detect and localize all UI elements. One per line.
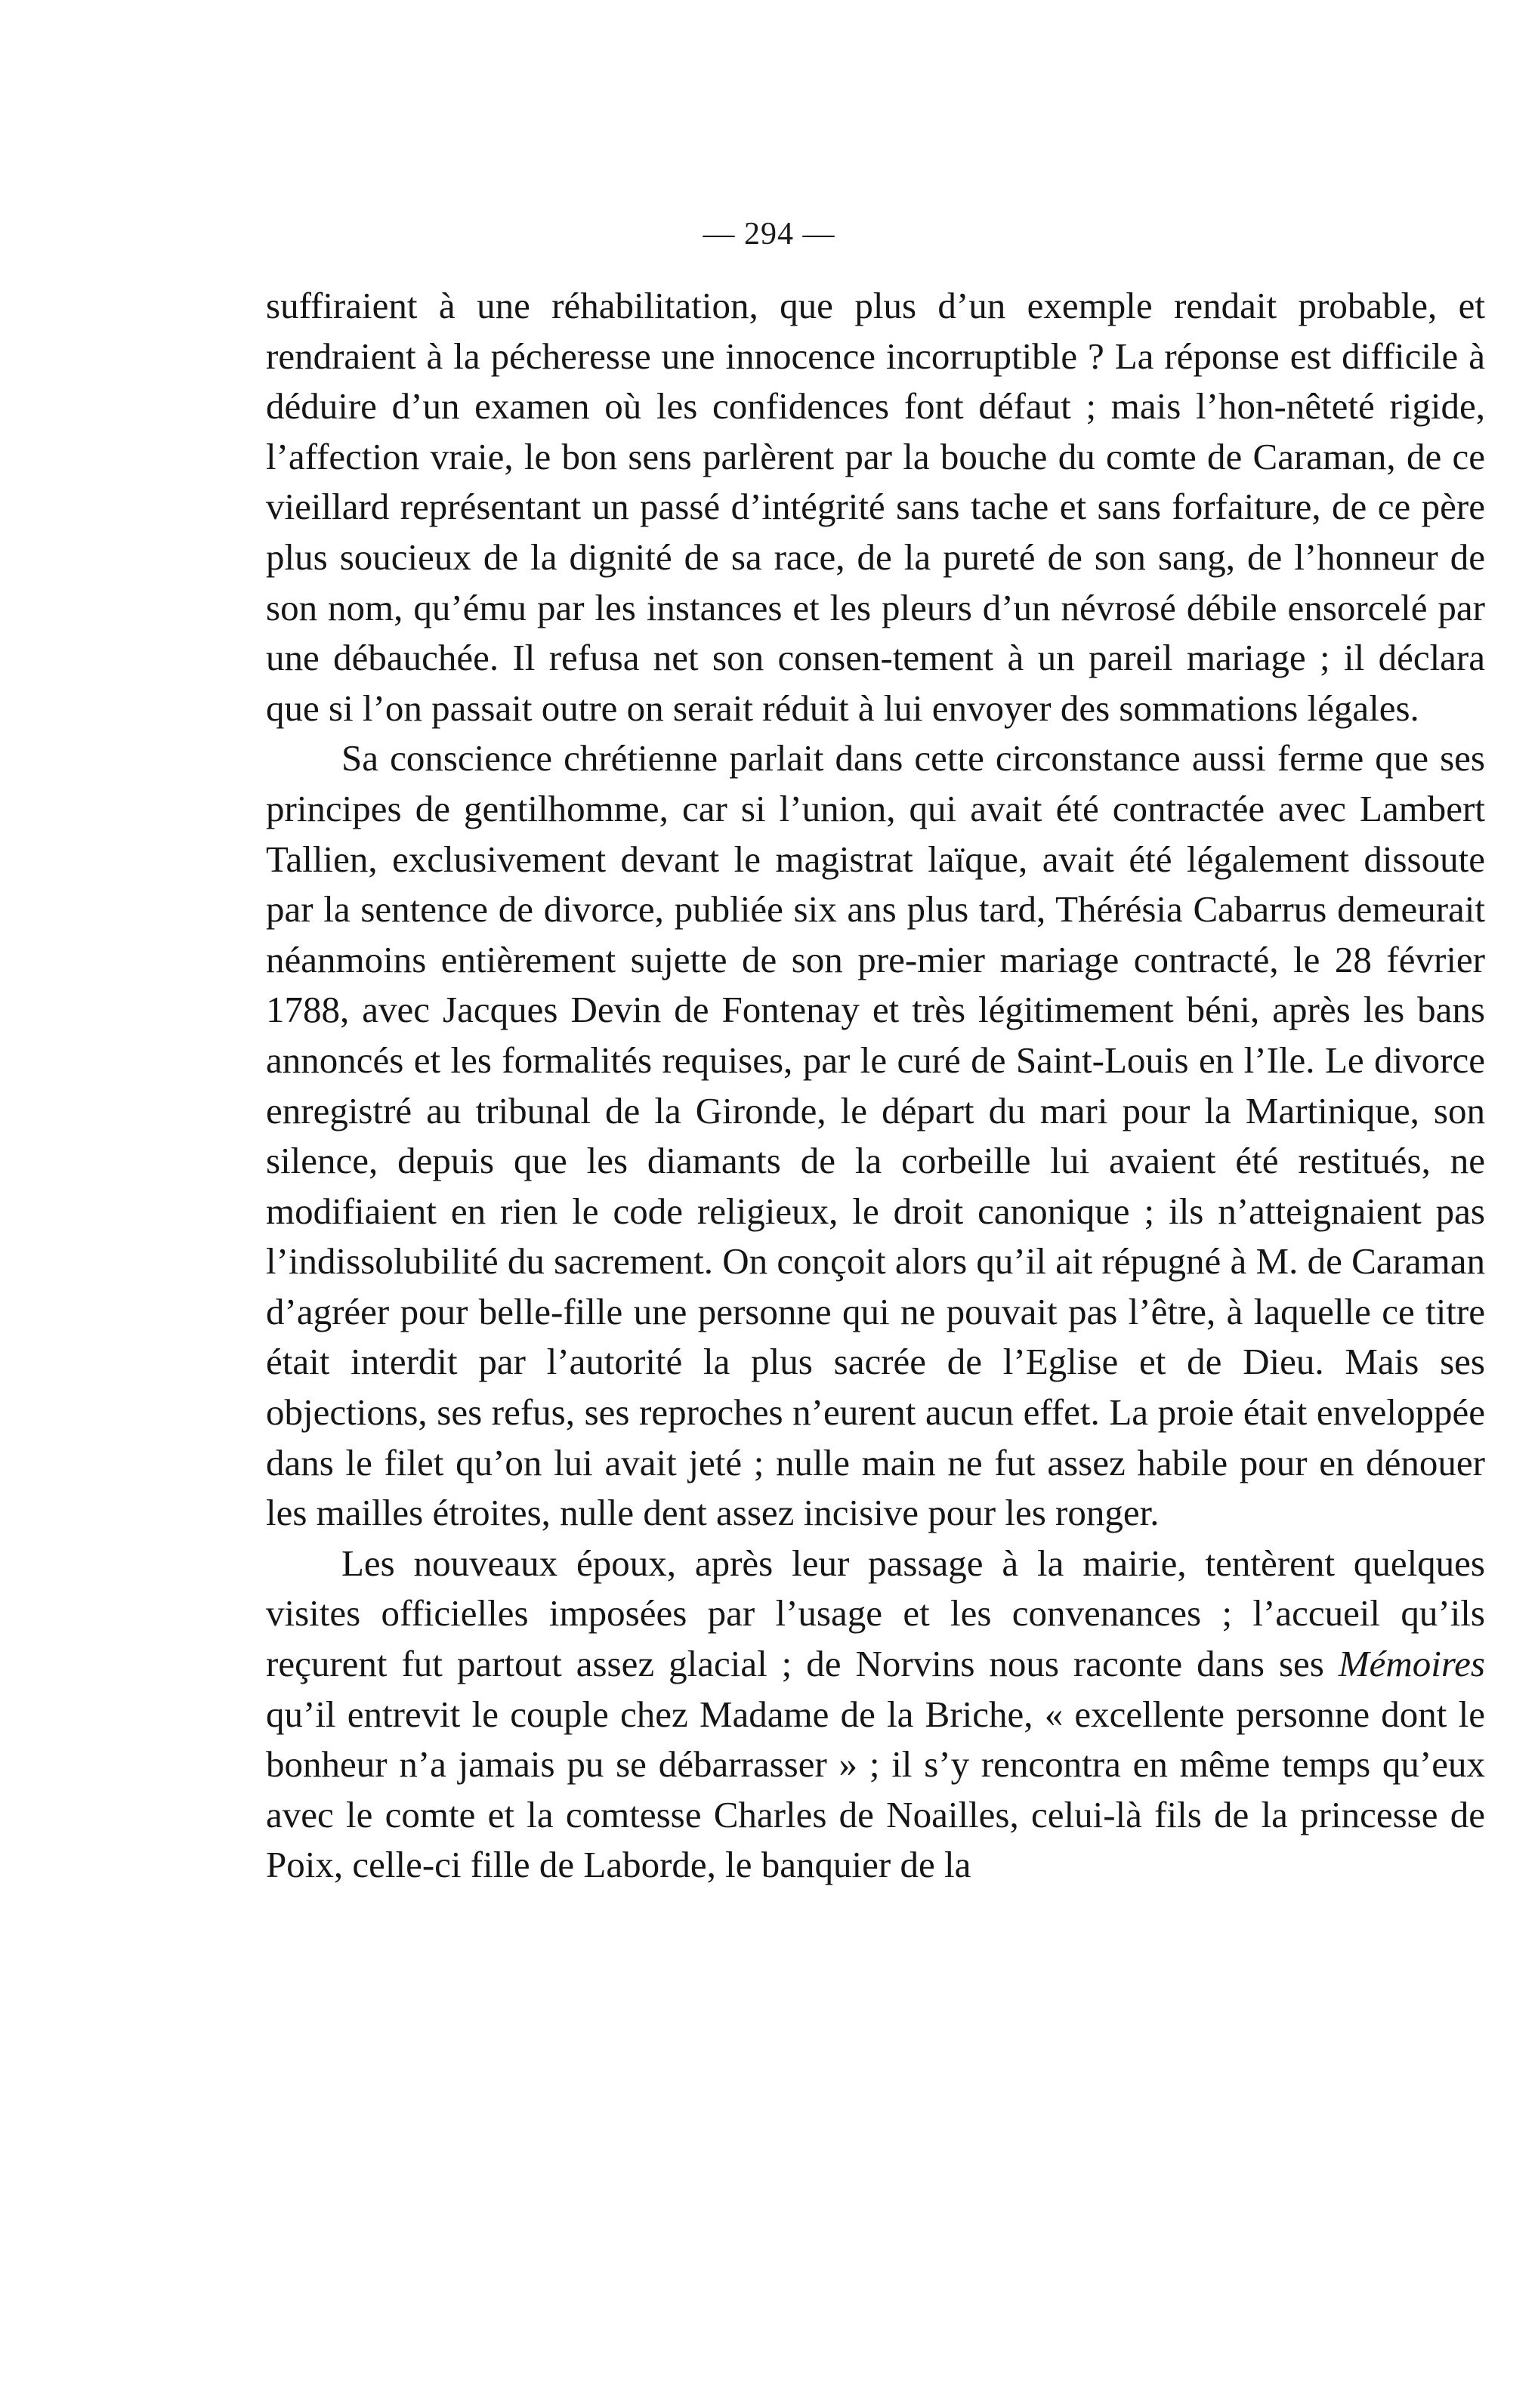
body-text (266, 281, 1485, 1891)
paragraph-3-text-b: qu’il entrevit le couple chez Madame de la Briche, « excellente personne dont le bonheur n’a jamais pu se débarrasser » ; il s’y rencontra en même temps qu’eux avec le comte et la comtesse Charles de Noailles, celui-là fils de la princesse de Poix, celle-ci fille de Laborde, le banquier de la (266, 1693, 1485, 1886)
paragraph-2: Sa conscience chrétienne parlait dans cette circonstance aussi ferme que ses principes de gentilhomme, car si l’union, qui avait été contractée avec Lambert Tallien, exclusivement devant le magistrat laïque, avait été légalement dissoute par la sentence de divorce, publiée six ans plus tard, Thérésia Cabarrus demeurait néanmoins entièrement sujette de son pre-mier mariage contracté, le 28 février 1788, avec Jacques Devin de Fontenay et très légitimement béni, après les bans annoncés et les formalités requises, par le curé de Saint-Louis en l’Ile. Le divorce enregistré au tribunal de la Gironde, le départ du mari pour la Martinique, son silence, depuis que les diamants de la corbeille lui avaient été restitués, ne modifiaient en rien le code religieux, le droit canonique ; ils n’atteignaient pas l’indissolubilité du sacrement. On conçoit alors qu’il ait répugné à M. de Caraman d’agréer pour belle-fille une personne qui ne pouvait pas l’être, à laquelle ce titre était interdit par l’autorité la plus sacrée de l’Eglise et de Dieu. Mais ses objections, ses refus, ses reproches n’eurent aucun effet. La proie était enveloppée dans le filet qu’on lui avait jeté ; nulle main ne fut assez habile pour en dénouer les mailles étroites, nulle dent assez incisive pour les ronger. (266, 737, 1485, 1534)
paragraph-1: suffiraient à une réhabilitation, que plus d’un exemple rendait probable, et rendraient à la pécheresse une innocence incorruptible ? La réponse est difficile à déduire d’un examen où les confidences font défaut ; mais l’hon-nêteté rigide, l’affection vraie, le bon sens parlèrent par la bouche du comte de Caraman, de ce vieillard représentant un passé d’intégrité sans tache et sans forfaiture, de ce père plus soucieux de la dignité de sa race, de la pureté de son sang, de l’honneur de son nom, qu’ému par les instances et les pleurs d’un névrosé débile ensorcelé par une débauchée. Il refusa net son consen-tement à un pareil mariage ; il déclara que si l’on passait outre on serait réduit à lui envoyer des sommations légales. (266, 285, 1485, 729)
paragraph-3-text-a: Les nouveaux époux, après leur passage à la mairie, tentèrent quelques visites officielles imposées par l’usage et les convenances ; l’accueil qu’ils reçurent fut partout assez glacial ; de Norvins nous raconte dans ses (266, 1542, 1485, 1685)
page-number: — 294 — (703, 217, 835, 252)
memoires-title: Mémoires (1338, 1643, 1485, 1685)
paragraph-3 (266, 1539, 1485, 1891)
